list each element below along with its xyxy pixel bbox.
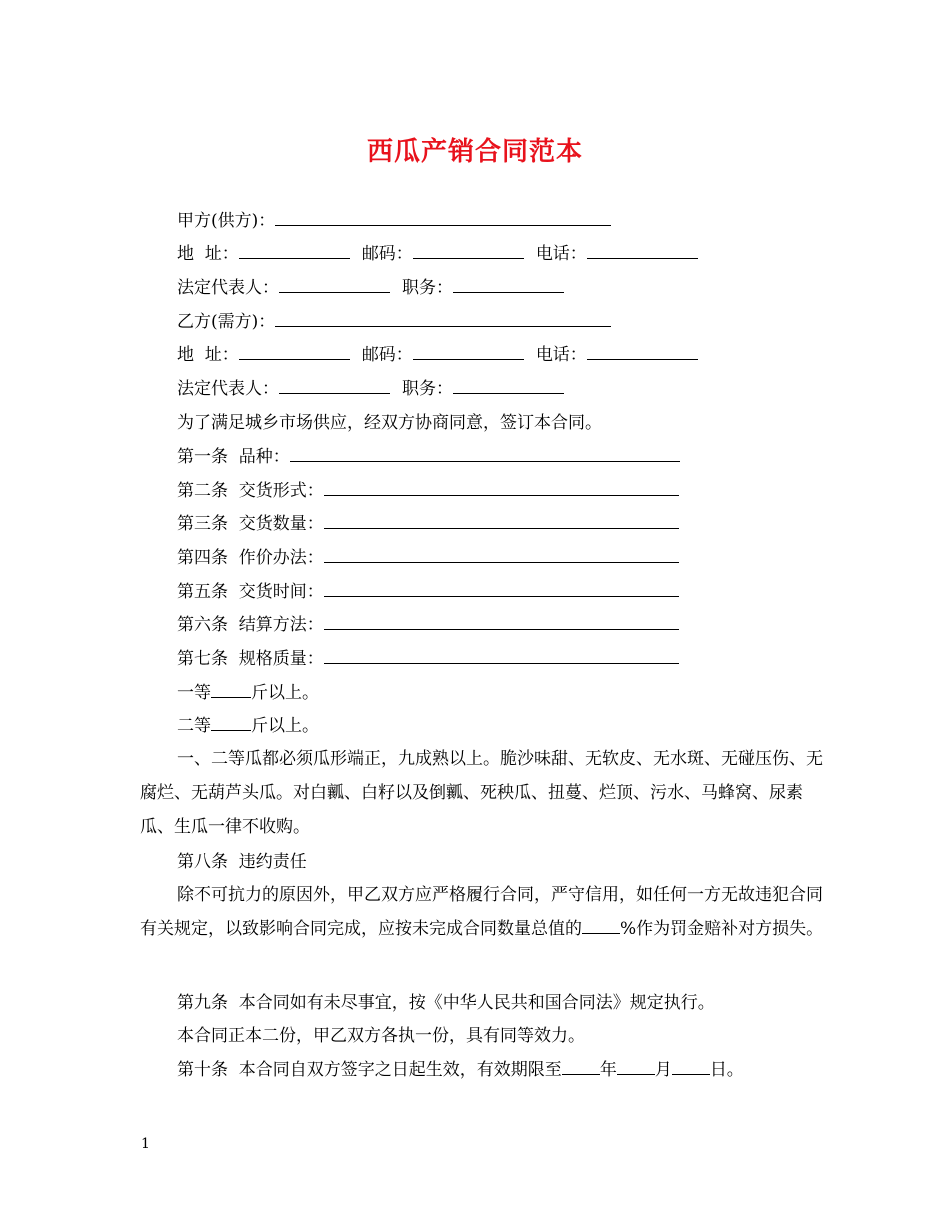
party-a-rep-blank[interactable] [279,276,390,293]
grade-1-blank[interactable] [211,681,251,698]
party-b-rep-label: 法定代表人： [177,379,279,399]
article-6-label: 第六条 结算方法： [177,615,324,635]
grade-1-line [177,681,319,705]
party-b-position-label: 职务： [402,379,453,399]
party-a-name-label: 甲方(供方)： [177,211,276,231]
quality-paragraph: 一、二等瓜都必须瓜形端正，九成熟以上。脆沙味甜、无软皮、无水斑、无碰压伤、无腐烂、无葫芦头瓜。对白瓤、白籽以及倒瓤、死秧瓜、扭蔓、烂顶、污水、马蜂窝、尿素瓜、生瓜一律不收购。 [140,749,823,837]
party-b-postcode-label: 邮码： [361,345,413,365]
party-a-name-blank[interactable] [275,209,611,226]
article-5-blank[interactable] [324,580,679,597]
grade-1-prefix: 一等 [177,683,211,703]
article-1-label: 第一条 品种： [177,447,290,467]
breach-text-after: %作为罚金赔补对方损失。 [620,919,824,939]
article-4-blank[interactable] [324,546,679,563]
copies-text: 本合同正本二份，甲乙双方各执一份，具有同等效力。 [177,1026,585,1046]
party-a-rep-label: 法定代表人： [177,278,279,298]
article-10-text: 第十条 本合同自双方签字之日起生效，有效期限至 [177,1060,562,1080]
article-10-line [177,1058,744,1082]
month-label: 月 [654,1060,672,1080]
party-b-rep-blank[interactable] [279,377,390,394]
grade-2-prefix: 二等 [177,716,211,736]
article-6-blank[interactable] [324,613,679,630]
party-a-contact-line [177,242,698,266]
breach-text-before: 除不可抗力的原因外，甲乙双方应严格履行合同，严守信用，如任何一方无故违犯合同有关规定，以致影响合同完成，应按未完成合同数量总值的 [140,885,823,939]
party-b-rep-line [177,377,564,401]
article-2-line [177,479,679,503]
party-a-address-label: 地 址： [177,244,239,264]
party-a-name-line [177,209,611,233]
grade-2-line [177,714,319,738]
party-b-address-blank[interactable] [239,343,350,360]
article-3-blank[interactable] [324,512,679,529]
party-b-name-line [177,310,611,334]
penalty-percent-blank[interactable] [582,917,620,934]
article-8-heading: 第八条 违约责任 [177,852,307,872]
grade-2-suffix: 斤以上。 [251,716,319,736]
party-a-rep-line [177,276,564,300]
party-b-position-blank[interactable] [453,377,564,394]
article-7-line [177,647,679,671]
article-4-line [177,546,679,570]
intro-text: 为了满足城乡市场供应，经双方协商同意，签订本合同。 [177,413,602,433]
article-1-line [177,445,680,469]
year-label: 年 [599,1060,617,1080]
party-b-phone-label: 电话： [535,345,587,365]
article-4-label: 第四条 作价办法： [177,548,324,568]
article-5-line [177,580,679,604]
page-number: 1 [141,1136,150,1152]
party-b-name-label: 乙方(需方)： [177,312,276,332]
expiry-day-blank[interactable] [672,1058,710,1075]
party-a-position-label: 职务： [402,278,453,298]
expiry-year-blank[interactable] [562,1058,600,1075]
party-a-postcode-label: 邮码： [361,244,413,264]
party-a-phone-label: 电话： [535,244,587,264]
article-2-label: 第二条 交货形式： [177,481,324,501]
grade-2-blank[interactable] [211,714,251,731]
party-b-phone-blank[interactable] [587,343,698,360]
document-title: 西瓜产销合同范本 [366,137,583,167]
article-1-blank[interactable] [290,445,680,462]
breach-paragraph [140,878,830,946]
article-3-line [177,512,679,536]
article-7-blank[interactable] [324,647,679,664]
party-a-phone-blank[interactable] [587,242,698,259]
day-label: 日。 [709,1060,744,1080]
article-5-label: 第五条 交货时间： [177,582,324,602]
party-b-address-label: 地 址： [177,345,239,365]
party-a-postcode-blank[interactable] [413,242,524,259]
party-a-address-blank[interactable] [239,242,350,259]
expiry-month-blank[interactable] [617,1058,655,1075]
article-9-text: 第九条 本合同如有未尽事宜，按《中华人民共和国合同法》规定执行。 [177,993,715,1013]
grade-1-suffix: 斤以上。 [251,683,319,703]
party-b-postcode-blank[interactable] [413,343,524,360]
article-7-label: 第七条 规格质量： [177,649,324,669]
party-b-name-blank[interactable] [275,310,611,327]
party-a-position-blank[interactable] [453,276,564,293]
article-2-blank[interactable] [324,479,679,496]
party-b-contact-line [177,343,698,367]
article-3-label: 第三条 交货数量： [177,514,324,534]
article-6-line [177,613,679,637]
